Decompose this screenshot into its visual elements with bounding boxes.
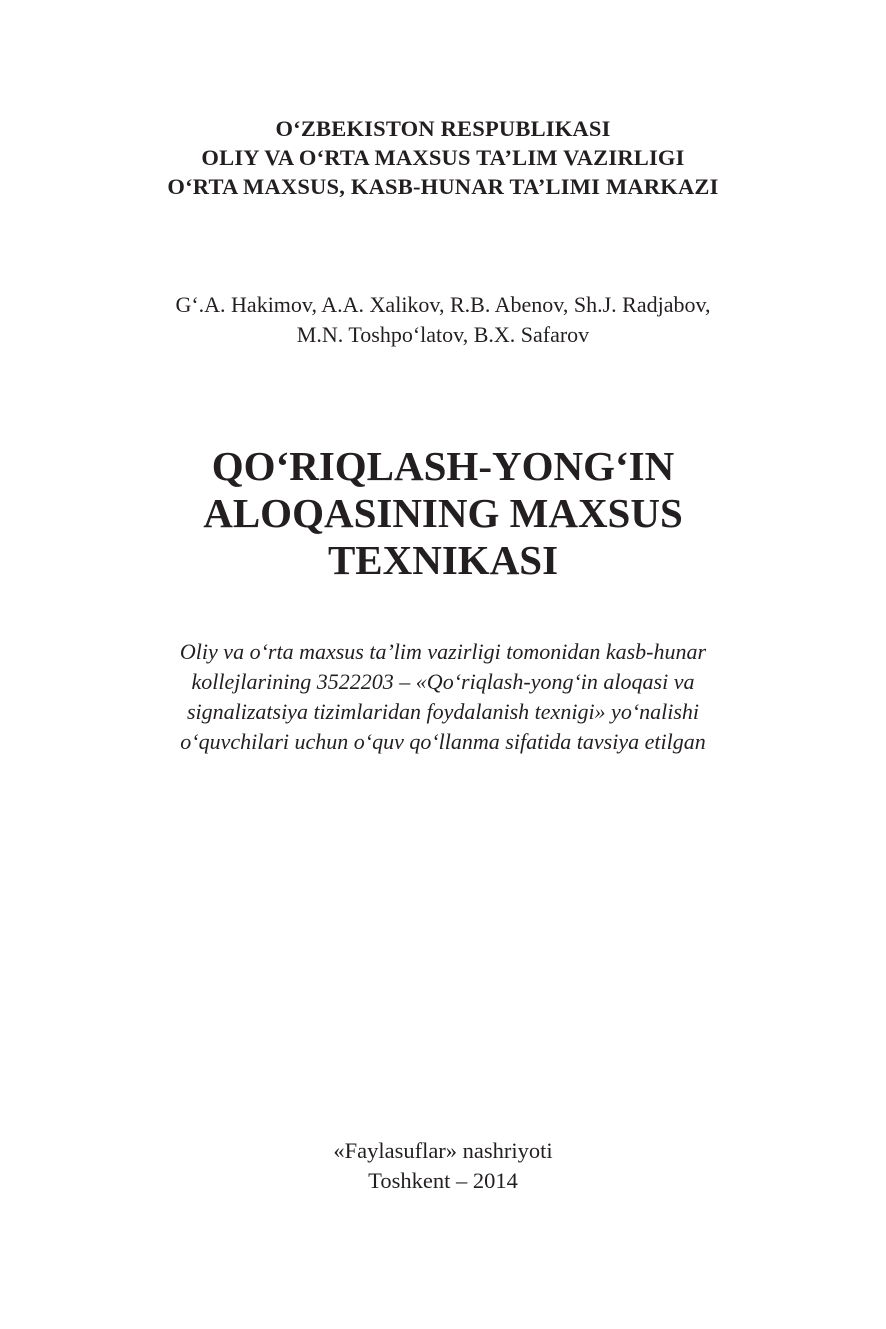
institution-line-2: OLIY VA O‘RTA MAXSUS TA’LIM VAZIRLIGI [201,145,685,170]
institution-line-3: O‘RTA MAXSUS, KASB-HUNAR TA’LIMI MARKAZI [167,174,719,199]
book-title [0,443,886,584]
recommendation-line-3: signalizatsiya tizimlaridan foydalanish texnigi» yo‘nalishi [186,699,700,724]
title-line-3: TEXNIKASI [327,537,559,583]
recommendation-line-4: o‘quvchilari uchun o‘quv qo‘llanma sifatida tavsiya etilgan [180,729,706,754]
authors-line-2: M.N. Toshpo‘latov, B.X. Safarov [296,322,590,347]
city-year: Toshkent – 2014 [368,1168,518,1193]
publisher: «Faylasuflar» nashriyoti [333,1138,553,1163]
title-line-1: QO‘RIQLASH-YONG‘IN [211,443,675,489]
recommendation-line-2: kollejlarining 3522203 – «Qo‘riqlash-yong‘in aloqasi va [191,669,695,694]
recommendation-line-1: Oliy va o‘rta maxsus ta’lim vazirligi tomonidan kasb-hunar [179,639,707,664]
authors-line-1: G‘.A. Hakimov, A.A. Xalikov, R.B. Abenov, Sh.J. Radjabov, [175,292,711,317]
imprint [0,1136,886,1196]
institution-header [0,114,886,201]
title-line-2: ALOQASINING MAXSUS [203,490,683,536]
institution-line-1: O‘ZBEKISTON RESPUBLIKASI [275,116,611,141]
recommendation-note [0,637,886,757]
authors [0,290,886,350]
